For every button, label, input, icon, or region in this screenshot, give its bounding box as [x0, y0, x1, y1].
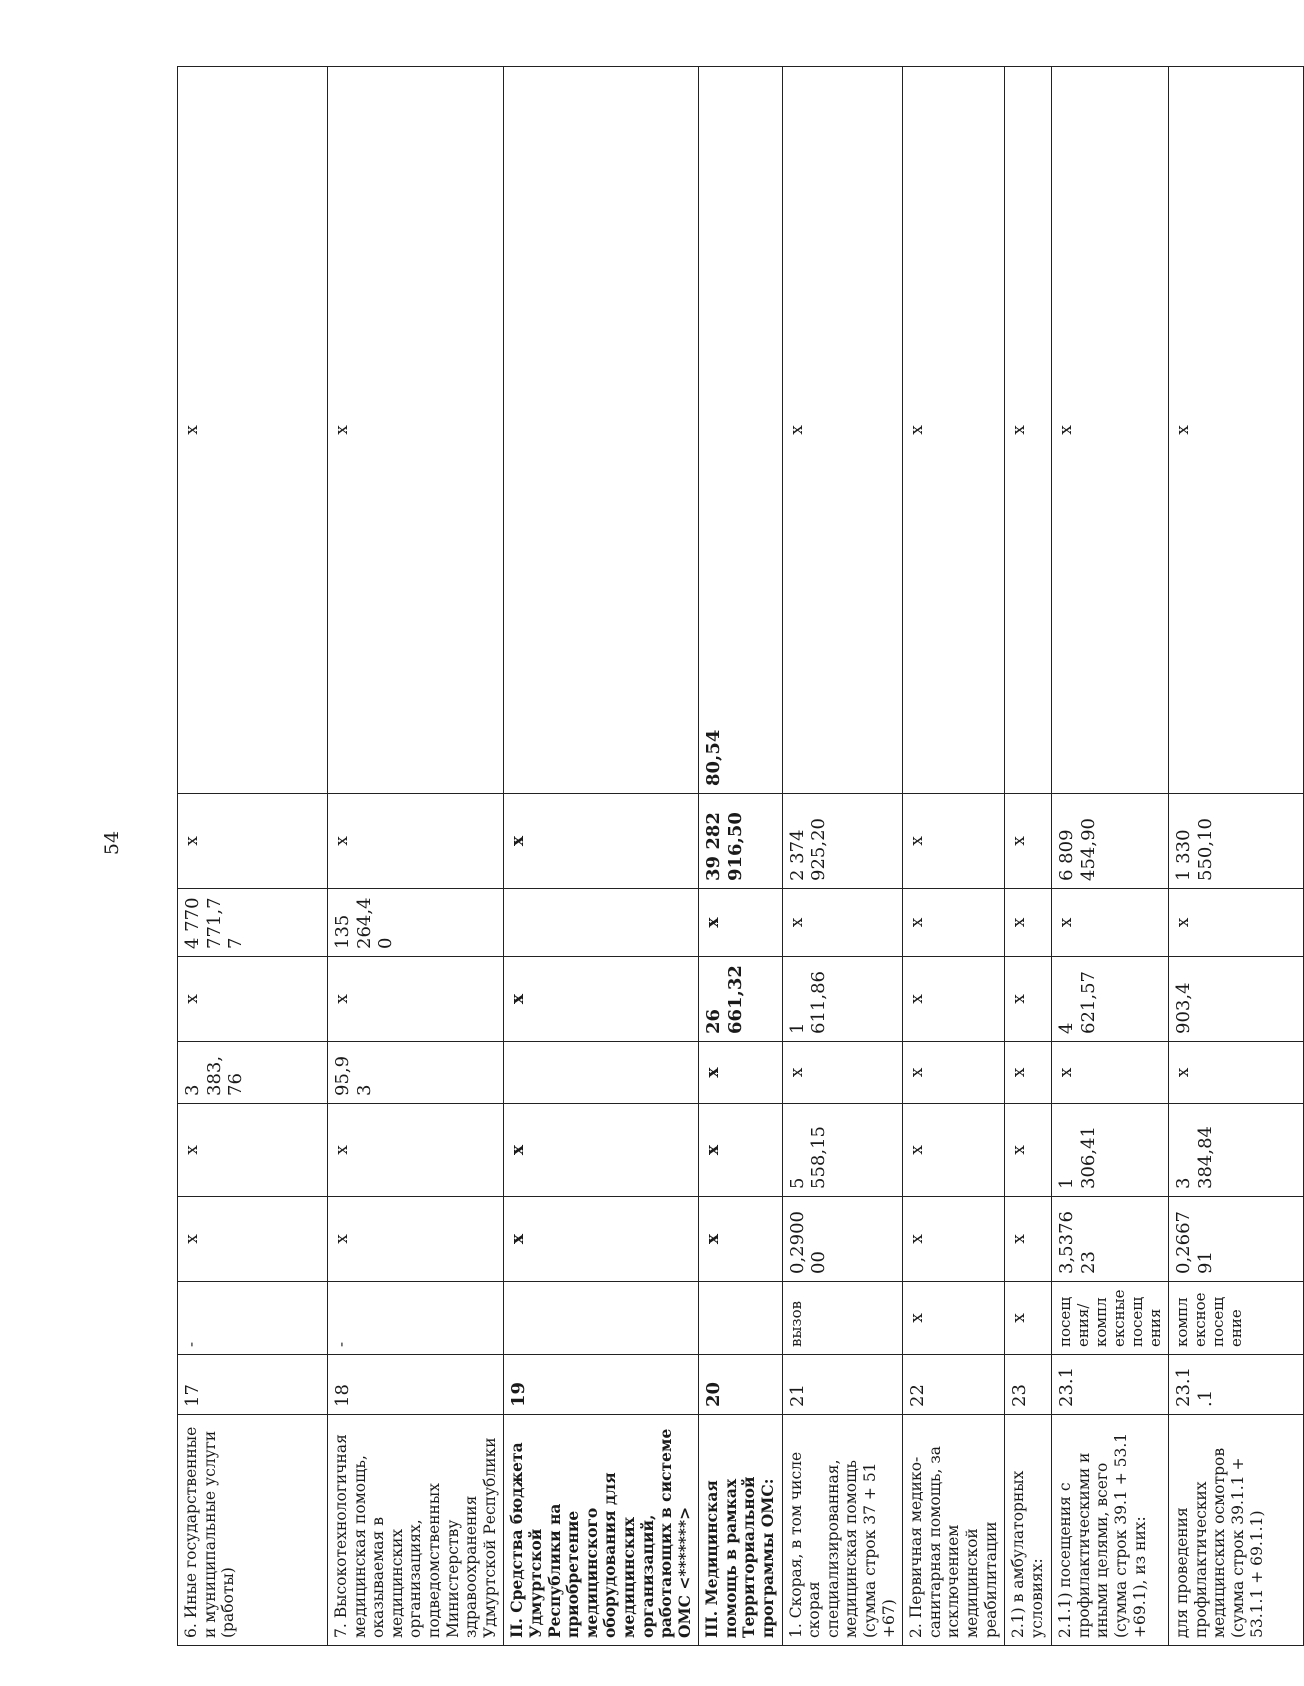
- cell-row-number: 23.1: [1052, 1355, 1169, 1415]
- cell-c1: x: [328, 1197, 504, 1282]
- cell-c2: 3 384,84: [1169, 1104, 1304, 1197]
- table-row: [699, 67, 782, 1646]
- cell-c5: x: [782, 889, 903, 957]
- cell-row-number: 23.1.1: [1169, 1355, 1304, 1415]
- cell-c1: x: [1005, 1197, 1052, 1282]
- cell-c4: x: [1005, 957, 1052, 1042]
- cell-name: 2. Первичная медико-санитарная помощь, за исключением медицинской реабилитации: [903, 1415, 1005, 1646]
- cell-c4: 1 611,86: [782, 957, 903, 1042]
- cell-c6: x: [178, 794, 328, 889]
- cell-c4: x: [328, 957, 504, 1042]
- cell-unit: комплексное посещение: [1169, 1282, 1304, 1355]
- cell-c3: x: [1169, 1042, 1304, 1104]
- cell-name: 6. Иные государственные и муниципальные услуги (работы): [178, 1415, 328, 1646]
- cell-c2: x: [504, 1104, 699, 1197]
- cell-name: 7. Высокотехнологичная медицинская помощь, оказываемая в медицинских организациях, подведомственных Министерству здравоохранения Удмуртской Республики: [328, 1415, 504, 1646]
- cell-unit: x: [903, 1282, 1005, 1355]
- cell-c4: x: [178, 957, 328, 1042]
- rotated-table-area: [177, 66, 1266, 1646]
- cell-name: III. Медицинская помощь в рамках Территориальной программы ОМС:: [699, 1415, 782, 1646]
- table-row: [903, 67, 1005, 1646]
- cell-c7: x: [903, 67, 1005, 794]
- cell-c1: x: [178, 1197, 328, 1282]
- cell-c1: 0,290000: [782, 1197, 903, 1282]
- cell-c4: 903,4: [1169, 957, 1304, 1042]
- cell-name: для проведения профилактических медицинских осмотров (сумма строк 39.1.1 + 53.1.1 + 69.1.1): [1169, 1415, 1304, 1646]
- table-row: [178, 67, 328, 1646]
- cell-unit: x: [1005, 1282, 1052, 1355]
- cell-c1: 3,537623: [1052, 1197, 1169, 1282]
- cell-c1: x: [504, 1197, 699, 1282]
- cell-c4: 4 621,57: [1052, 957, 1169, 1042]
- cell-row-number: 19: [504, 1355, 699, 1415]
- cell-c2: x: [178, 1104, 328, 1197]
- cell-c3: x: [699, 1042, 782, 1104]
- cell-c3: x: [903, 1042, 1005, 1104]
- cell-unit: -: [328, 1282, 504, 1355]
- cell-c7: x: [1169, 67, 1304, 794]
- cell-c7: x: [1005, 67, 1052, 794]
- cell-row-number: 23: [1005, 1355, 1052, 1415]
- table-row: [1169, 67, 1304, 1646]
- cell-c3: [504, 1042, 699, 1104]
- cell-c4: x: [903, 957, 1005, 1042]
- cell-row-number: 17: [178, 1355, 328, 1415]
- cell-c4: 26 661,32: [699, 957, 782, 1042]
- cell-unit: [504, 1282, 699, 1355]
- cell-c7: x: [1052, 67, 1169, 794]
- cell-c6: 39 282 916,50: [699, 794, 782, 889]
- cell-c2: x: [699, 1104, 782, 1197]
- cell-c2: x: [1005, 1104, 1052, 1197]
- page-number: 54: [101, 830, 123, 856]
- cell-c1: x: [903, 1197, 1005, 1282]
- cell-c5: x: [1005, 889, 1052, 957]
- cell-c6: x: [1005, 794, 1052, 889]
- table-row: [504, 67, 699, 1646]
- cell-unit: посещения/комплексные посещения: [1052, 1282, 1169, 1355]
- cell-c5: 4 770 771,77: [178, 889, 328, 957]
- cell-c7: x: [178, 67, 328, 794]
- cell-c6: 2 374 925,20: [782, 794, 903, 889]
- cell-c3: 95,93: [328, 1042, 504, 1104]
- cell-c2: 5 558,15: [782, 1104, 903, 1197]
- cell-name: 2.1.1) посещения с профилактическими и иными целями, всего (сумма строк 39.1 + 53.1 +69.1), из них:: [1052, 1415, 1169, 1646]
- cell-c6: 6 809 454,90: [1052, 794, 1169, 889]
- table-row: [782, 67, 903, 1646]
- cell-c1: 0,266791: [1169, 1197, 1304, 1282]
- cell-c6: x: [328, 794, 504, 889]
- cell-name: II. Средства бюджета Удмуртской Республики на приобретение медицинского оборудования для медицинских организаций, работающих в системе ОМС <*******>: [504, 1415, 699, 1646]
- cell-row-number: 18: [328, 1355, 504, 1415]
- cell-row-number: 21: [782, 1355, 903, 1415]
- data-table: [177, 66, 1304, 1646]
- cell-c7: [504, 67, 699, 794]
- cell-c3: x: [1052, 1042, 1169, 1104]
- cell-c7: x: [328, 67, 504, 794]
- cell-name: 2.1) в амбулаторных условиях:: [1005, 1415, 1052, 1646]
- cell-c6: x: [903, 794, 1005, 889]
- cell-unit: -: [178, 1282, 328, 1355]
- cell-c7: x: [782, 67, 903, 794]
- cell-c2: 1 306,41: [1052, 1104, 1169, 1197]
- table-row: [1052, 67, 1169, 1646]
- cell-c5: [504, 889, 699, 957]
- table-row: [328, 67, 504, 1646]
- cell-c2: x: [328, 1104, 504, 1197]
- cell-c5: 135 264,40: [328, 889, 504, 957]
- cell-name: 1. Скорая, в том числе скорая специализированная, медицинская помощь (сумма строк 37 + 51 +67): [782, 1415, 903, 1646]
- cell-c3: x: [1005, 1042, 1052, 1104]
- cell-row-number: 20: [699, 1355, 782, 1415]
- cell-c6: 1 330 550,10: [1169, 794, 1304, 889]
- cell-c4: x: [504, 957, 699, 1042]
- table-row: [1005, 67, 1052, 1646]
- cell-c2: x: [903, 1104, 1005, 1197]
- cell-unit: вызов: [782, 1282, 903, 1355]
- cell-c7: 80,54: [699, 67, 782, 794]
- cell-c5: x: [1052, 889, 1169, 957]
- cell-c5: x: [1169, 889, 1304, 957]
- cell-unit: [699, 1282, 782, 1355]
- cell-c5: x: [903, 889, 1005, 957]
- cell-c1: x: [699, 1197, 782, 1282]
- cell-c6: x: [504, 794, 699, 889]
- cell-c5: x: [699, 889, 782, 957]
- cell-c3: x: [782, 1042, 903, 1104]
- cell-c3: 3 383,76: [178, 1042, 328, 1104]
- cell-row-number: 22: [903, 1355, 1005, 1415]
